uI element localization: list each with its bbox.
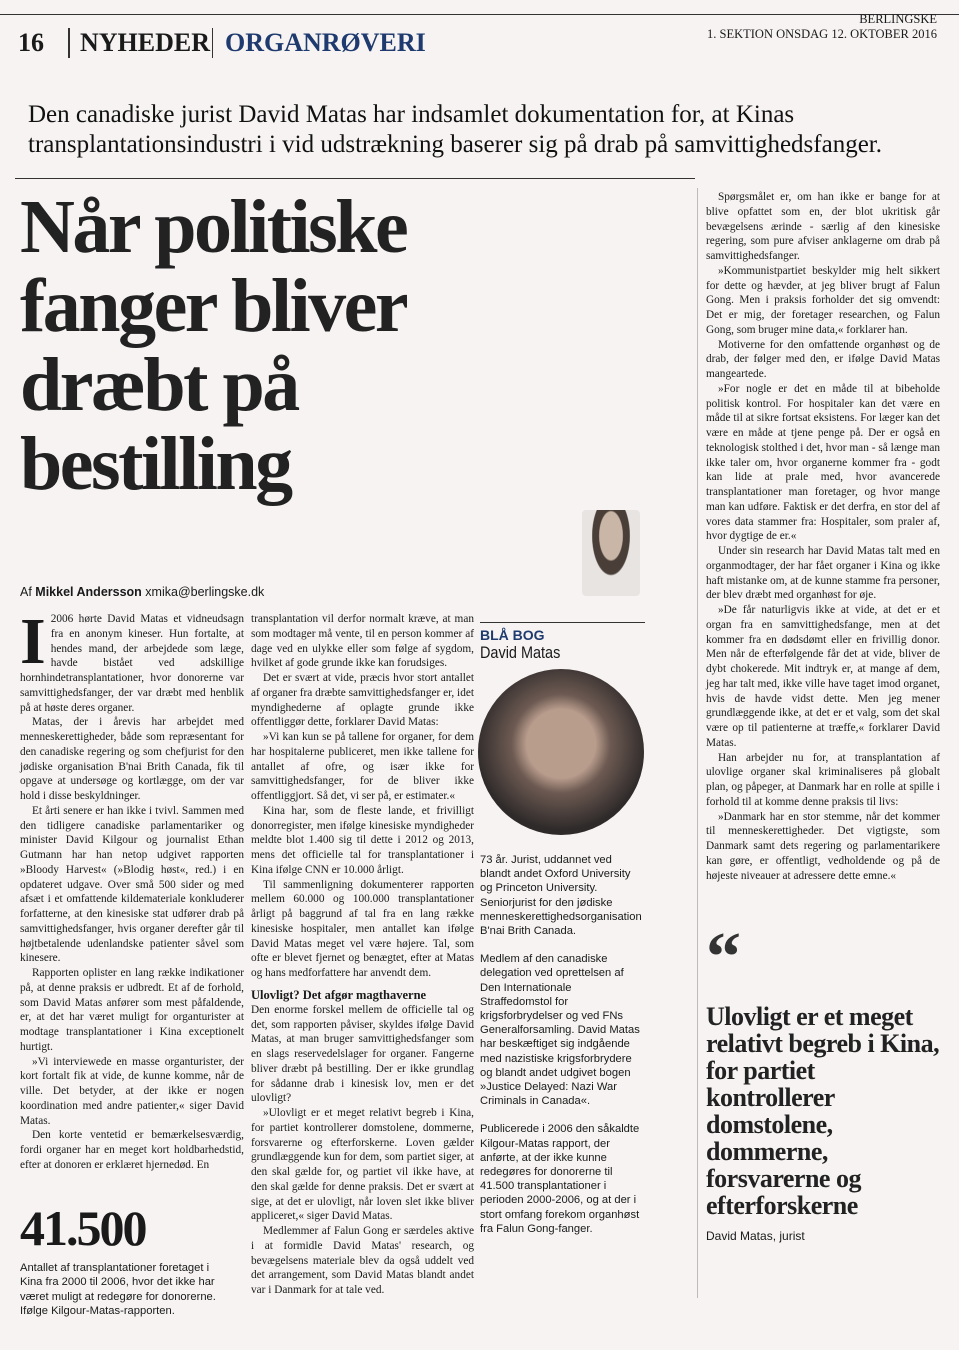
paragraph: Spørgsmålet er, om han ikke er bange for at blive opfattet som en, der blot ukritisk går bevægelsens ærinde - særlig af den kinesiske regering, som pure afviser anklagerne om drab på samvittighedsfanger. bbox=[706, 191, 940, 262]
paragraph: Han arbejder nu for, at transplantation af ulovlige organer skal kriminaliseres på globalt plan, og påpeger, at Danmark har en rolle at spille i forhold til at komme denne praksis til livs: bbox=[706, 751, 940, 808]
column-divider bbox=[697, 188, 698, 1298]
paragraph: »Ulovligt er et meget relativt begreb i Kina, for partiet kontrollerer domstolene, dommerne, forsvarerne og efterforskerne. Loven gælder grundlæggende kun for dem, som partiet siger, at den skal gælde for, og partiet vil ikke have, at den skal gælde for denne praksis. Det er svært at sige, at det er ulovligt, når loven slet ikke bliver appliceret,« siger David Matas. bbox=[251, 1107, 474, 1223]
paragraph: Medlemmer af Falun Gong er særdeles aktive i at formidle David Matas' research, og bevægelsens materiale blev da også uddelt ved det arrangement, som David Matas blandt andet var i Danmark for at tale ved. bbox=[251, 1225, 474, 1296]
page-number: 16 bbox=[18, 28, 44, 57]
paper-name: BERLINGSKE bbox=[859, 12, 937, 26]
paragraph: »Kommunistpartiet beskylder mig helt sikkert for dette og hævder, at jeg bliver brugt af Falun Gong. Men i praksis forholder det sig omvendt: Det er mig, der foretager researchen, og Falun Gong, som bruger mine data,« forklarer han. bbox=[706, 264, 940, 336]
left-column-stack bbox=[20, 605, 244, 1319]
paragraph bbox=[20, 605, 244, 715]
dropcap: I bbox=[20, 605, 46, 678]
paragraph-text: 2006 hørte David Matas et vidneudsagn fra en anonym kineser. Hun fortalte, at hendes mand, der arbejdede som læge, havde bistået ved adskillige hornhindetransplantationer, hvor donorerne var samvittighedsfanger, der var dræbt med henblik på at høste deres organer. bbox=[20, 613, 244, 714]
article-column-1 bbox=[20, 605, 244, 1173]
edition-date: 1. SEKTION ONSDAG 12. OKTOBER 2016 bbox=[707, 27, 937, 41]
headline: Når politiske fanger bliver dræbt på bestilling bbox=[20, 185, 407, 506]
byline bbox=[20, 585, 575, 603]
paragraph: Under sin research har David Matas talt med en organmodtager, der har fået organer i Kina og ikke haft mistanke om, at de kunne stamme fra personer, der blev dræbt med organhøst for øje. bbox=[706, 545, 940, 602]
bio-paragraph: Medlem af den canadiske delegation ved oprettelsen af Den Internationale Straffedomstol for krigsforbrydelser og ved FNs Generalforsamling. David Matas har beskæftiget sig indgående med nazistiske krigsforbrydere og blandt andet udgivet bogen »Justice Delayed: Nazi War Criminals in Canada«. bbox=[480, 953, 640, 1108]
author-portrait bbox=[582, 510, 640, 596]
paragraph: Den korte ventetid er bemærkelsesværdig, fordi organer har en meget kort holdbarhedstid, efter at donoren er erklæret hjernedød. En bbox=[20, 1129, 244, 1171]
paragraph: Matas, der i årevis har arbejdet med menneskerettigheder, både som repræsentant for den canadiske regering og som chefjurist for den jødiske organisation B'nai Brith Canada, fik til opgave at undersøge og kortlægge, om der var hold i disse beskyldninger. bbox=[20, 716, 244, 802]
bio-name: David Matas bbox=[480, 643, 561, 662]
subheading: Ulovligt? Det afgør magthaverne bbox=[251, 987, 427, 1002]
paragraph: »Vi kan kun se på tallene for organer, for dem har hospitalerne publiceret, men ikke tallene for antallet af ofre, og især ikke for samvittighedsfanger, for de bliver ikke offentliggjort. Så det, vi ser på, er estimater.« bbox=[251, 731, 474, 802]
byline-email[interactable]: xmika@berlingske.dk bbox=[145, 585, 265, 599]
factbox-caption: Antallet af transplantationer foretaget i Kina fra 2000 til 2006, hvor det ikke har været muligt at redegøre for donorerne. Ifølge Kilgour-Matas-rapporten. bbox=[20, 1261, 216, 1317]
paragraph: Kina har, som de fleste lande, et frivilligt donorregister, men ifølge kinesiske myndigheder meldte blot 1.400 sig til dette i 2012 og 2013, mens det officielle tal for transplantationer i Kina ifølge CNN er 10.000 årligt. bbox=[251, 804, 474, 876]
paragraph: transplantation vil derfor normalt kræve, at man som modtager må vente, til en person kommer af dage ved en ulykke eller som følge af sygdom, hvilket af gode grunde ikke kan forudsiges. bbox=[251, 613, 474, 670]
paragraph: Et årti senere er han ikke i tvivl. Sammen med den tidligere canadiske parlamentariker og minister David Kilgour og journalist Ethan Gutmann har han netop udgivet rapporten »Bloody Harvest« (»Blodig høst«, red.) i en opdateret udgave. Over små 500 sider og med afsæt i et omfattende kildemateriale konkluderer forfatterne, at den kinesiske stat udfører drab på samvittighedsfanger, hvis organer derefter går til højtbetalende udenlandske patienter såvel som kinesere. bbox=[20, 804, 244, 965]
deck: Den canadiske jurist David Matas har indsamlet dokumentation for, at Kinas transplantationsindustri i vid udstrækning baserer sig på drab på samvittighedsfanger. bbox=[28, 101, 883, 158]
bio-paragraph: Publicerede i 2006 den såkaldte Kilgour-Matas rapport, der anførte, at der ikke kunne redegøres for donorerne til 41.500 transplantationer i perioden 2000-2006, og at der i stort omfang forekom organhøst fra Falun Gong-fanger. bbox=[480, 1123, 640, 1235]
article-column-4 bbox=[706, 190, 940, 883]
topic-label: ORGANRØVERI bbox=[212, 28, 426, 58]
pull-quote: Ulovligt er et meget relativt begreb i Kina, for partiet kontrollerer domstolene, dommerne, forsvarerne og efterforskerne bbox=[706, 1002, 940, 1221]
right-column-stack bbox=[706, 190, 940, 1243]
paragraph: »For nogle er det en måde til at bibeholde politisk kontrol. For hospitaler kan det være en måde til at sikre fortsat eksistens. For læger kan det være en måde at tjene penge på. Der er også en teknologisk stolthed i det, hvor man - så længe man ikke taler om, hvor organerne kommer fra - godt kan lide at prale med, hvor avancerede transplantationer man foretager, og hvor mange man kan udføre. Faktisk er det derfra, en stor del af vores data stammer fra: Hospitaler, som praler af, hvor dygtige de er.« bbox=[706, 382, 940, 543]
paragraph: Til sammenligning dokumenterer rapporten mellem 60.000 og 100.000 transplantationer årligt på baggrund af tal fra en lang række kinesiske hospitaler, men antallet kan ifølge David Matas meget vel være højere. Tal, som ofte er blevet fjernet og benægtet, efter at Matas og hans medforfattere har anvendt dem. bbox=[251, 878, 474, 979]
divider bbox=[15, 178, 695, 179]
factbox-number: 41.500 bbox=[20, 1199, 146, 1256]
quote-mark-icon: “ bbox=[706, 919, 741, 997]
bio-paragraph: 73 år. Jurist, uddannet ved blandt andet Oxford University og Princeton University. Seniorjurist for den jødiske menneskerettighedsorganisation B'nai Brith Canada. bbox=[480, 854, 642, 938]
paragraph: Den enorme forskel mellem de officielle tal og det, som rapporten påviser, skyldes ifølge David Matas, at man bruger samvittighedsfanger som en slags reservedelslager for organer. Fangerne bliver dræbt på bestilling. Der er ikke grundlag for sådanne drab i kinesisk lov, men er det ulovligt? bbox=[251, 1003, 474, 1105]
byline-prefix: Af bbox=[20, 585, 32, 599]
bio-box bbox=[480, 622, 645, 1250]
paragraph: Det er svært at vide, præcis hvor stort antallet af organer fra dræbte samvittighedsfanger er, idet myndighederne af oplagte grunde ikke offentliggør dette, forklarer David Matas: bbox=[251, 672, 474, 729]
paragraph: Rapporten oplister en lang række indikationer på, at denne praksis er udbredt. Et af de forhold, som David Matas anfører som mest påfaldende, er, at det har været muligt for organturister at modtage transplantationer i Kina exceptionelt hurtigt. bbox=[20, 967, 244, 1053]
paragraph: »Danmark har en stor stemme, når det kommer til menneskerettigheder. Det vigtigste, som Danmark samt dets regering og parlamentarikere kan gøre, er offentligt, vedholdende og på de højeste niveauer at adressere dette emne.« bbox=[706, 810, 940, 882]
quote-attribution: David Matas, jurist bbox=[706, 1229, 805, 1244]
headline-block bbox=[20, 185, 575, 603]
paragraph: Motiverne for den omfattende organhøst og de drab, der følger med den, er ifølge David Matas mangeartede. bbox=[706, 338, 940, 380]
paragraph: »Vi interviewede en masse organturister, der kort fortalt fik at vide, de kunne komme, når de ville. Det betyder, at der ikke er nogen koordination med andre patienter,« siger David Matas. bbox=[20, 1055, 244, 1127]
bio-title: BLÅ BOG bbox=[480, 622, 645, 643]
paper-info bbox=[707, 12, 937, 42]
paragraph: »De får naturligvis ikke at vide, at det er et organ fra en samvittighedsfange, men at det kommer fra en dødsdømt eller en frivillig donor. Men når de efterfølgende får det at vide, bliver de dybt chokerede. Mit indtryk er, at mange af dem, jeg har talt med, ikke ville have taget imod organet, hvis de havde vidst dette. Men jeg mener grundlæggende ikke, at det er et valg, som det skal være op til patienterne at træffe,« forklarer David Matas. bbox=[706, 604, 940, 749]
article-column-2 bbox=[251, 612, 474, 1298]
subject-photo bbox=[478, 669, 644, 835]
bio-text bbox=[480, 853, 645, 1250]
section-label: NYHEDER bbox=[68, 28, 210, 58]
byline-author: Mikkel Andersson bbox=[35, 585, 142, 599]
